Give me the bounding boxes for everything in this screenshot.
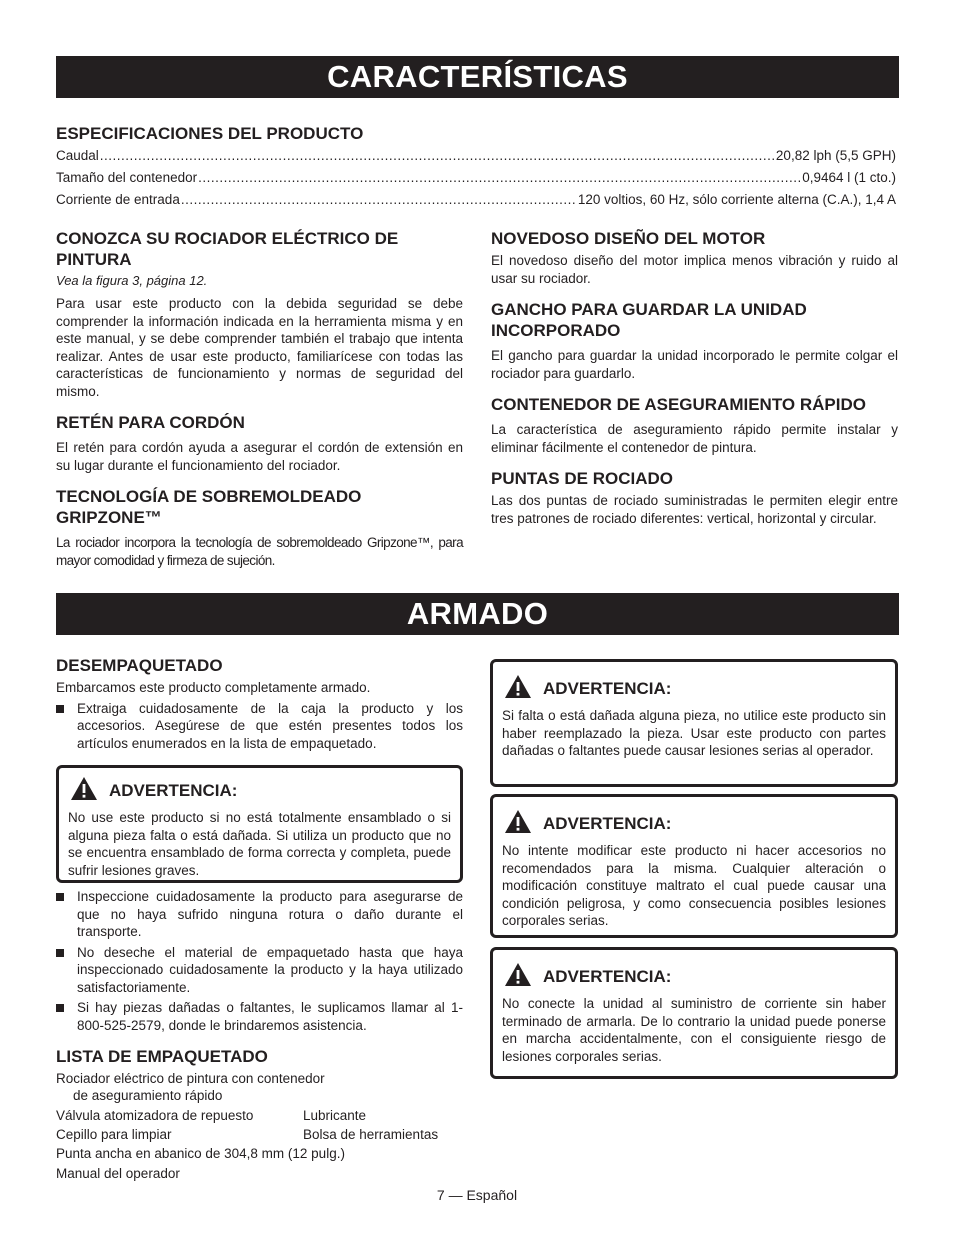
spec-leader-dots [100, 147, 775, 165]
section-body: El novedoso diseño del motor implica menos vibración y ruido al usar su rociador. [491, 253, 898, 286]
desempaquetado-section [56, 655, 463, 752]
section-heading: CONTENEDOR DE ASEGURAMIENTO RÁPIDO [491, 395, 866, 414]
bullet-square-icon [56, 949, 64, 957]
section-heading: PUNTAS DE ROCIADO [491, 469, 673, 488]
spec-label: Tamaño del contenedor [56, 170, 198, 185]
spec-row [56, 169, 896, 187]
list-item-text: Extraiga cuidadosamente de la caja la producto y los accesorios. Asegúrese de que estén presentes todos los artículos enumerados en la lista de empaquetado. [77, 700, 463, 751]
packing-item: Lubricante [303, 1108, 367, 1123]
warning-box [490, 947, 898, 1079]
section-banner-armado: ARMADO [56, 593, 899, 635]
spec-label: Corriente de entrada [56, 192, 180, 207]
packing-item: Punta ancha en abanico de 304,8 mm (12 pulg.) [56, 1146, 345, 1161]
warning-title: ADVERTENCIA: [543, 814, 672, 833]
spec-value: 20,82 lph (5,5 GPH) [775, 148, 896, 163]
warning-title: ADVERTENCIA: [109, 781, 238, 800]
list-item-text: Inspeccione cuidadosamente la producto para asegurarse de que no haya sufrido ninguna rotura o daño durante el transporte. [77, 889, 463, 939]
warning-triangle-icon [504, 809, 532, 834]
list-item-text: Si hay piezas dañadas o faltantes, le suplicamos llamar al 1-800-525-2579, donde le brindaremos asistencia. [77, 1000, 463, 1033]
figure-reference: Vea la figura 3, página 12. [56, 273, 208, 288]
features-right-column [491, 228, 898, 527]
warning-body: No intente modificar este producto ni hacer accesorios no recomendados para la misma. Cualquier alteración o modificación constituye maltrato el cual puede causar una condición peligrosa, y como consecuencia posibles lesiones corporales serias. [502, 843, 886, 928]
page-footer: 7 — Español [436, 1187, 518, 1203]
section-body: El gancho para guardar la unidad incorporado le permite colgar el rociador para guardarlo. [491, 348, 898, 381]
warning-box [490, 794, 898, 938]
section-body: Las dos puntas de rociado suministradas le permiten elegir entre tres patrones de rociado diferentes: vertical, horizontal y circular. [491, 493, 898, 526]
warning-body: Si falta o está dañada alguna pieza, no utilice este producto sin haber reemplazado la pieza. Usar este producto con partes dañadas o faltantes puede causar lesiones serias al operador. [502, 708, 886, 758]
packing-item: Manual del operador [56, 1166, 180, 1181]
section-heading: RETÉN PARA CORDÓN [56, 413, 245, 432]
bullet-square-icon [56, 1004, 64, 1012]
warning-title: ADVERTENCIA: [543, 967, 672, 986]
warning-body: No use este producto si no está totalmente ensamblado o si alguna pieza falta o está dañada. Si utiliza un producto que no se encuentra ensamblado de forma correcta y completa, puede sufrir lesiones graves. [68, 810, 451, 878]
spec-leader-dots [198, 169, 801, 187]
list-item [56, 888, 463, 941]
spec-value: 0,9464 l (1 cto.) [802, 170, 896, 185]
warning-box [490, 659, 898, 787]
specs-heading: ESPECIFICACIONES DEL PRODUCTO [56, 124, 364, 143]
section-heading: CONOZCA SU ROCIADOR ELÉCTRICO DE PINTURA [56, 229, 399, 269]
section-body: Para usar este producto con la debida seguridad se debe comprender la información indicada en la herramienta misma y en este manual, y se debe comprender también el trabajo que intenta realizar. Antes de usar este producto, familiarícese con todas las características de funcionamiento y normas de seguridad del mismo. [56, 296, 463, 399]
list-item [56, 944, 463, 997]
section-intro: Embarcamos este producto completamente armado. [56, 680, 371, 695]
packing-item: Válvula atomizadora de repuesto [56, 1108, 254, 1123]
list-item [56, 700, 463, 753]
spec-value: 120 voltios, 60 Hz, sólo corriente alterna (C.A.), 1,4 A [577, 192, 896, 207]
packing-item: de aseguramiento rápido [73, 1088, 223, 1103]
warning-triangle-icon [504, 962, 532, 987]
section-heading: NOVEDOSO DISEÑO DEL MOTOR [491, 229, 766, 248]
features-left-column [56, 228, 463, 569]
list-item-text: No deseche el material de empaquetado hasta que haya inspeccionado cuidadosamente la producto y la haya utilizado satisfactoriamente. [77, 944, 463, 995]
bullet-square-icon [56, 893, 64, 901]
section-body: La característica de aseguramiento rápido permite instalar y eliminar fácilmente el contenedor de pintura. [491, 422, 898, 455]
warning-triangle-icon [504, 674, 532, 699]
section-heading: GANCHO PARA GUARDAR LA UNIDAD INCORPORADO [491, 300, 807, 340]
section-body: El retén para cordón ayuda a asegurar el cordón de extensión en su lugar durante el funcionamiento del rociador. [56, 440, 463, 473]
desempaquetado-bullets [56, 888, 463, 1034]
warning-box [56, 765, 463, 883]
spec-row [56, 147, 896, 165]
list-item [56, 999, 463, 1034]
section-heading: DESEMPAQUETADO [56, 656, 223, 675]
section-heading: LISTA DE EMPAQUETADO [56, 1047, 268, 1066]
spec-label: Caudal [56, 148, 99, 163]
section-heading: TECNOLOGÍA DE SOBREMOLDEADO GRIPZONE™ [56, 487, 362, 527]
packing-item: Cepillo para limpiar [56, 1127, 172, 1142]
packing-item: Rociador eléctrico de pintura con contenedor [56, 1071, 325, 1086]
packing-item: Bolsa de herramientas [303, 1127, 439, 1142]
warning-triangle-icon [70, 776, 98, 801]
spec-leader-dots [181, 191, 577, 209]
section-banner-caracteristicas: CARACTERÍSTICAS [56, 56, 899, 98]
spec-row [56, 191, 896, 209]
warning-body: No conecte la unidad al suministro de corriente sin haber terminado de armarla. De lo contrario la unidad puede ponerse en marcha accidentalmente, con el consiguiente riesgo de lesiones corporales serias. [502, 996, 886, 1064]
warning-title: ADVERTENCIA: [543, 679, 672, 698]
section-body: La rociador incorpora la tecnología de sobremoldeado Gripzone™, para mayor comodidad y firmeza de sujeción. [56, 535, 463, 568]
bullet-square-icon [56, 705, 64, 713]
